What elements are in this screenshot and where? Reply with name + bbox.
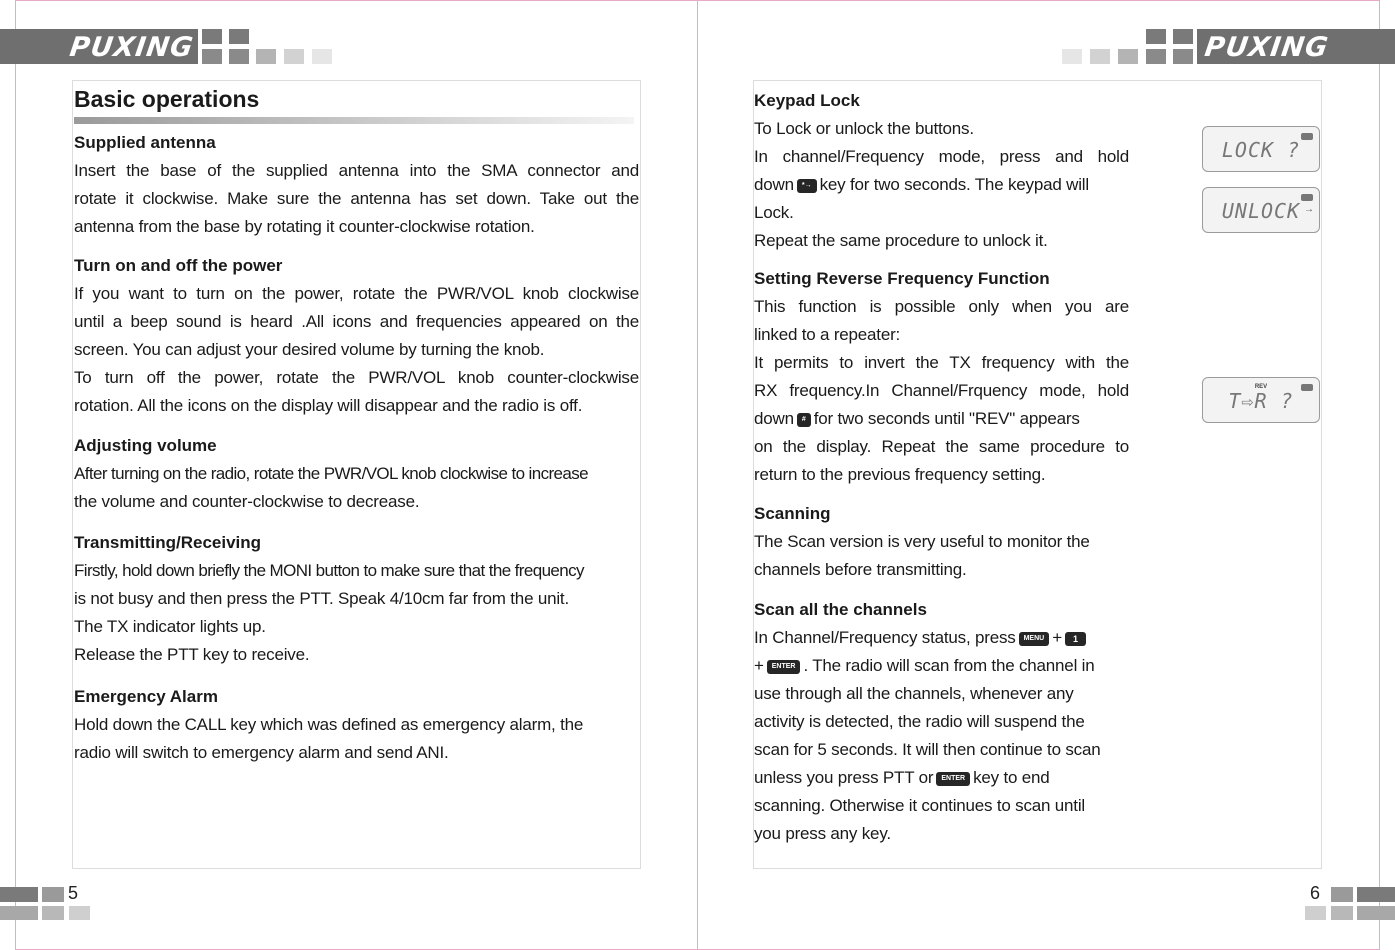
text-fragment: down [754,409,794,428]
section-transmit-receive [74,531,642,669]
header-square [1173,29,1193,44]
text-line: rotate it clockwise. Make sure the antenna has set down. Take out the [74,189,639,208]
lcd-reverse-display [1202,377,1320,423]
enter-key-icon: ENTER [936,772,970,786]
text-line: radio will switch to emergency alarm and send ANI. [74,743,449,762]
text-line: To Lock or unlock the buttons. [754,119,974,138]
text-line: Lock. [754,203,794,222]
text-line [754,764,1134,792]
section-keypad-lock [754,89,1129,255]
text-fragment: In Channel/Frequency status, press [754,628,1016,647]
text-fragment: down [754,175,794,194]
page-fold [697,0,698,950]
text-fragment: . The radio will scan from the channel in [803,656,1095,675]
header-square [284,49,304,64]
page-title: Basic operations [74,86,260,112]
footer-square [1357,887,1395,902]
header-square [1146,49,1166,64]
header-square [1173,49,1193,64]
text-line: activity is detected, the radio will suspend the [754,712,1085,731]
text-line [754,624,1134,652]
text-line: Insert the base of the supplied antenna into the SMA connector and [74,161,639,180]
text-line: It permits to invert the TX frequency with the [754,353,1129,372]
section-scanning [754,502,1129,584]
lcd-text: LOCK ? [1221,138,1301,162]
footer-square [1357,906,1395,920]
text-line: scan for 5 seconds. It will then continue to scan [754,740,1101,759]
section-power [74,254,639,420]
text-line [754,405,1129,433]
text-line: If you want to turn on the power, rotate the PWR/VOL knob clockwise [74,284,639,303]
text-line: until a beep sound is heard .All icons and frequencies appeared on the [74,312,639,331]
key-icon: → [1304,204,1314,215]
one-key-icon: 1 [1065,632,1086,646]
text-line: The Scan version is very useful to monitor the [754,532,1090,551]
text-line [754,171,1129,199]
left-brand-logo: PUXING [67,32,196,63]
text-fragment: unless you press PTT or [754,768,934,787]
title-underline [74,117,634,124]
text-line: antenna from the base by rotating it counter-clockwise rotation. [74,217,535,236]
section-reverse-frequency [754,267,1129,489]
header-square [229,49,249,64]
section-heading: Keypad Lock [754,91,860,110]
footer-square [42,906,64,920]
section-heading: Scanning [754,504,831,523]
text-fragment: key for two seconds. The keypad will [819,175,1089,194]
header-square [202,49,222,64]
text-line: you press any key. [754,824,891,843]
footer-square [1331,906,1353,920]
footer-square [1331,887,1353,902]
text-line: screen. You can adjust your desired volume by turning the knob. [74,340,545,359]
lcd-text: UNLOCK [1221,199,1301,223]
text-line: the volume and counter-clockwise to decrease. [74,492,420,511]
text-line: on the display. Repeat the same procedure to [754,437,1129,456]
text-line: RX frequency.In Channel/Frquency mode, hold [754,381,1129,400]
header-square [1118,49,1138,64]
footer-square [1305,906,1326,920]
right-brand-logo: PUXING [1202,32,1331,63]
text-fragment: for two seconds until "REV" appears [813,409,1080,428]
header-square [1062,49,1082,64]
lcd-lock-display [1202,126,1320,172]
page-number: 5 [68,883,79,903]
rev-indicator: REV [1254,384,1268,390]
section-heading: Scan all the channels [754,600,927,619]
section-heading: Turn on and off the power [74,256,283,275]
text-line: The TX indicator lights up. [74,617,266,636]
text-line: Repeat the same procedure to unlock it. [754,231,1048,250]
header-square [1090,49,1110,64]
header-square [1146,29,1166,44]
footer-square [0,906,38,920]
text-line: linked to a repeater: [754,325,901,344]
footer-square [0,887,38,902]
menu-key-icon: MENU [1019,632,1050,646]
section-heading: Transmitting/Receiving [74,533,262,552]
hash-key-icon: # [797,413,811,427]
text-line: rotation. All the icons on the display will disappear and the radio is off. [74,396,583,415]
text-line: return to the previous frequency setting. [754,465,1046,484]
section-volume [74,434,642,516]
section-scan-all-channels [754,598,1134,848]
section-emergency-alarm [74,685,634,767]
text-line: Hold down the CALL key which was defined as emergency alarm, the [74,715,584,734]
text-fragment: + [754,656,764,675]
text-line: is not busy and then press the PTT. Speak 4/10cm far from the unit. [74,589,569,608]
text-line: To turn off the power, rotate the PWR/VOL knob counter-clockwise [74,368,639,387]
lcd-unlock-display [1202,187,1320,233]
text-fragment: + [1052,628,1062,647]
lcd-text: T⇨R ? [1228,389,1294,413]
header-square [202,29,222,44]
header-square [229,29,249,44]
section-heading: Emergency Alarm [74,687,218,706]
section-heading: Adjusting volume [74,436,217,455]
section-supplied-antenna [74,131,639,241]
text-line: This function is possible only when you are [754,297,1129,316]
text-fragment: key to end [973,768,1050,787]
text-line: use through all the channels, whenever any [754,684,1074,703]
page-number: 6 [1310,883,1321,903]
text-line: scanning. Otherwise it continues to scan until [754,796,1085,815]
section-heading: Setting Reverse Frequency Function [754,269,1050,288]
text-line: After turning on the radio, rotate the PWR/VOL knob clockwise to increase [74,464,589,483]
enter-key-icon: ENTER [767,660,801,674]
footer-square [69,906,90,920]
header-square [256,49,276,64]
text-line: Release the PTT key to receive. [74,645,310,664]
section-heading: Supplied antenna [74,133,216,152]
star-key-icon: *→ [797,179,817,193]
header-square [312,49,332,64]
text-line [754,652,1134,680]
text-line: In channel/Frequency mode, press and hold [754,147,1129,166]
text-line: channels before transmitting. [754,560,967,579]
footer-square [42,887,64,902]
text-line: Firstly, hold down briefly the MONI button to make sure that the frequency [74,561,584,580]
